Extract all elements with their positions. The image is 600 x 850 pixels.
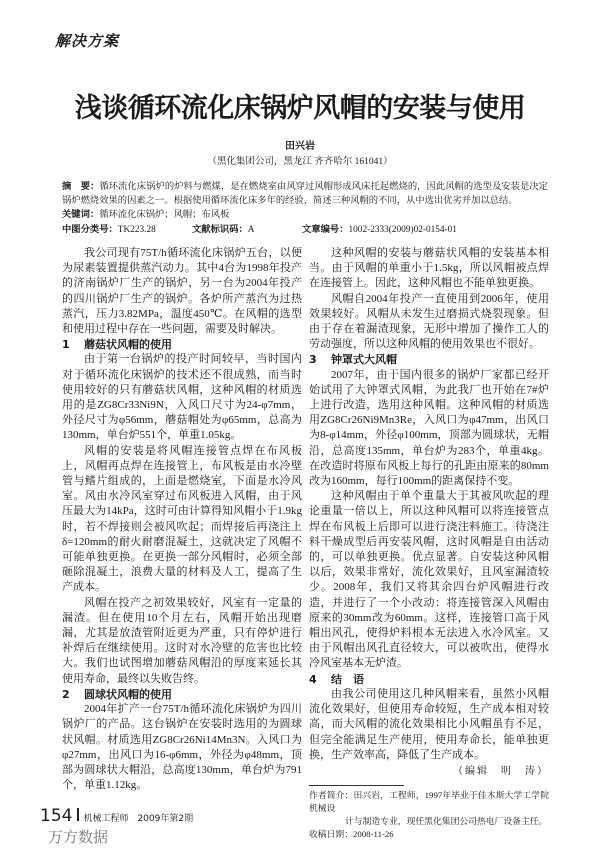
section-heading-2: 2 圆球状风帽的使用 [62,687,172,701]
paragraph: 风帽的安装是将风帽连接管点焊在布风板上，风帽再点焊在连接管上，布风板是由水冷壁管与鳍片组成的，上面是燃烧室，下面是水冷风室。风由水冷风室穿过布风板进入风帽，由于风压最大为14kPa，这时可由计算得知风帽小于1.9kg时，若不焊接则会被风吹起；而焊接后再浇注上δ=120mm的耐火耐磨混凝土，这就决定了风帽不可能单独更换。在更换一部分风帽时，必须全部砸除混凝土，浪费大量的材料及人工，提高了生产成本。 [62,444,302,594]
author-bio-cont: 计与制造专业，现任黑化集团公司热电厂设备主任。 [345,815,548,826]
abstract-label: 摘 要： [62,181,100,192]
paragraph: 2007年，由于国内很多的锅炉厂家都已经开始试用了大钟罩式风帽，为此我厂也开始在7#炉上进行改造，选用这种风帽。这种风帽的材质选用ZG8Cr26Ni9Mn3Re，入风口为φ47mm，出风口为8-φ14mm，外径φ100mm，顶部为圆球状，无帽沿，总高度135mm，单台炉为283个，单重4kg。在改造时将原布风板上每行的孔距由原来的80mm改为160mm，每行100mm的距离保持不变。 [309,368,549,488]
author: 田兴岩 [285,141,315,152]
section-label: 解决方案 [55,32,120,50]
body-column-left [62,246,302,793]
abstract-text: 循环流化床锅炉的炉料与燃煤，是在燃烧室由风穿过风帽形成风床托起燃烧的，因此风帽的选型及安装是决定锅炉燃烧效果的因素之一。根据使用循环流化床多年的经验，简述三种风帽的不同，从中选出优劣并加以总结。 [62,182,548,206]
clc-label: 中图分类号： [62,223,118,235]
received-date: 收稿日期：2008-11-26 [309,828,394,839]
article-no-label: 文章编号： [302,223,349,235]
author-bio: 作者简介：田兴岩，工程师，1997年毕业于佳木斯大学工学院机械设 [309,789,549,813]
paragraph: 风帽自2004年投产一直使用到2006年，使用效果较好。风帽从未发生过磨损式烧裂现象。但由于存在着漏渣现象，无形中增加了操作工人的劳动强度，所以这种风帽的使用效果也不很好。 [309,292,549,351]
watermark: 万方数据 [48,828,109,846]
footer-divider [77,808,79,821]
doccode-label: 文献标识码： [192,223,248,235]
section-heading-1: 1 蘑菇状风帽的使用 [62,338,172,352]
paragraph: 这种风帽的安装与蘑菇状风帽的安装基本相当。由于风帽的单重小于1.5kg，所以风帽被点焊在连接管上。因此，这种风帽也不能单独更换。 [309,247,549,290]
paragraph: 我公司现有75T/h循环流化床锅炉五台，以便为尿素装置提供蒸汽动力。其中4台为1998年投产的济南锅炉厂生产的锅炉，另一台为2004年投产的四川锅炉厂生产的锅炉。各炉所产蒸汽为过热蒸汽，压力3.82MPa，温度450℃。在风帽的选型和使用过程中存在一些问题，需要及时解决。 [62,247,302,336]
abstract-block [62,180,548,208]
paragraph: 风帽在投产之初效果较好，风室有一定量的漏渣。但在使用10个月左右，风帽开始出现磨漏，尤其是放渣管附近更为严重，只有停炉进行补焊后在继续使用。这时对水冷壁的危害也比较大。我们也试图增加蘑菇风帽沿的厚度来延长其使用寿命，最终以失败告终。 [62,596,302,685]
paragraph: 由于第一台锅炉的投产时间较早，当时国内对于循环流化床锅炉的技术还不很成熟，而当时使用较好的只有蘑菇状风帽，这种风帽的材质选用的是ZG8Cr33Ni9N，入风口尺寸为24-φ7mm，外径尺寸为φ56mm，蘑菇帽处为φ65mm，总高为130mm，单台炉551个，单重1.05kg。 [62,353,302,442]
body-column-right [309,246,549,841]
article-title: 浅谈循环流化床锅炉风帽的安装与使用 [74,93,526,124]
keywords-line [62,208,548,223]
article-no: 1002-2333(2009)02-0154-01 [348,224,457,235]
abstract [62,180,548,237]
paragraph: 2004年扩产一台75T/h循环流化床锅炉为四川锅炉厂的产品。这台锅炉在安装时选用的为圆球状风帽。材质选用ZG8Cr26Ni14Mn3N。入风口为φ27mm，出风口为16-φ6mm，外径为φ48mm，顶部为圆球状大帽沿，总高度130mm，单台炉为791个，单重1.12kg。 [62,703,302,792]
affiliation: （黑化集团公司，黑龙江 齐齐哈尔 161041） [207,157,393,167]
keywords-label: 关键词： [62,209,100,220]
paragraph: 由我公司使用这几种风帽来看，虽然小风帽流化效果好，但使用寿命较短，生产成本相对较高，而大风帽的流化效果相比小风帽虽有不足，但完全能满足生产使用，使用寿命长，能单独更换，生产效率高，降低了生产成本。 [309,687,549,761]
footnote-divider [309,785,404,786]
page-footer [40,806,193,826]
section-heading-4: 4 结 语 [309,672,364,686]
page-number: 154 [40,806,73,826]
paragraph: 这种风帽由于单个重量大于其被风吹起的理论重量一倍以上，所以这种风帽可以将连接管点焊在布风板上后即可以进行浇注料施工。待浇注料干燥成型后再安装风帽，这时风帽是自由活动的，可以单独更换。优点显著。自安装这种风帽以后，效果非常好，流化效果好，且风室漏渣较少。2008年，我们又将其余四台炉风帽进行改造，并进行了一个小改动：将连接管深入风帽由原来的30mm改为60mm。这样，连接管口高于风帽出风孔，使得炉料根本无法进入水冷风室。又由于风帽出风孔直径较大，可以被吹出，使得水冷风室基本无炉渣。 [309,490,549,670]
section-heading-3: 3 钟罩式大风帽 [309,353,397,367]
article-meta [62,223,548,238]
editor-credit: （编辑 明 涛） [453,765,549,777]
journal-issue: 机械工程师 2009年第2期 [83,814,194,824]
doccode: A [247,224,255,235]
keywords: 循环流化床锅炉；风帽；布风板 [99,210,230,220]
clc: TK223.28 [117,224,156,235]
